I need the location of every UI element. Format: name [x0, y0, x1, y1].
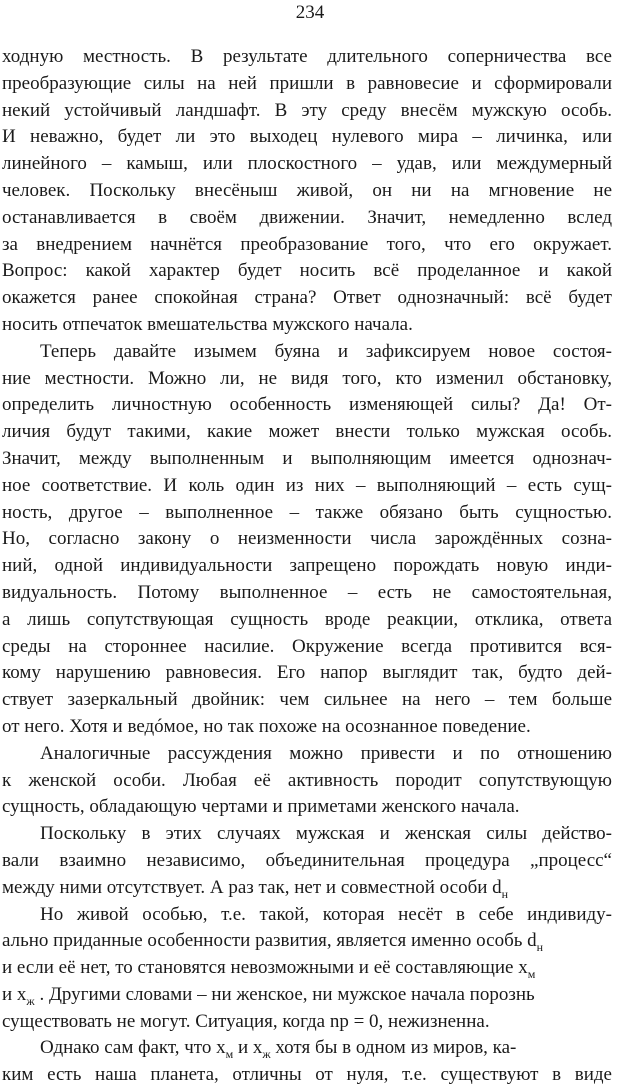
- body-text: [2, 44, 612, 1089]
- text-line: ность, другое – выполненное – также обязано быть сущностью.: [2, 501, 612, 523]
- text-line: ально приданные особенности развития, является именно особь $d_н$: [2, 930, 544, 955]
- text-line: И неважно, будет ли это выходец нулевого мира – личинка, или: [2, 126, 612, 148]
- text-line: к женской особи. Любая её активность породит сопутствующую: [2, 769, 612, 791]
- text-line: вали взаимно независимо, объединительная процедура „процесс“: [2, 849, 612, 871]
- text-line: среды на стороннее насилие. Окружение всегда противится вся-: [2, 635, 612, 657]
- text-line: останавливается в своём движении. Значит, немедленно вслед: [2, 206, 612, 228]
- text-line: ние местности. Можно ли, не видя того, кто изменил обстановку,: [2, 367, 612, 389]
- text-line: ное соответствие. И коль один из них – выполняющий – есть сущ-: [2, 474, 612, 496]
- text-line: личия будут такими, какие может внести только мужская особь.: [2, 421, 612, 443]
- text-line: Аналогичные рассуждения можно привести и по отношению: [40, 742, 612, 764]
- text-line: ходную местность. В результате длительного соперничества все: [2, 46, 612, 67]
- text-line: Однако сам факт, что $x_м$ и $x_ж$ хотя бы в одном из миров, ка-: [40, 1037, 517, 1062]
- text-line: определить личностную особенность изменяющей силы? Да! От-: [2, 394, 612, 416]
- text-line: Но, согласно закону о неизменности числа зарождённых созна-: [2, 528, 612, 550]
- text-line: существовать не могут. Ситуация, когда np = 0, нежизненна.: [2, 1010, 490, 1032]
- text-line: видуальность. Потому выполненное – есть не самостоятельная,: [2, 581, 612, 603]
- text-line: ствует зазеркальный двойник: чем сильнее на него – тем больше: [2, 689, 612, 711]
- text-line: сущность, обладающую чертами и приметами женского начала.: [2, 796, 520, 818]
- text-line: Теперь давайте изымем буяна и зафиксируем новое состоя-: [40, 340, 612, 362]
- text-line: ний, одной индивидуальности запрещено порождать новую инди-: [2, 555, 612, 577]
- text-line: Поскольку в этих случаях мужская и женская силы действо-: [40, 823, 612, 845]
- text-line: человек. Поскольку внесёныш живой, он ни на мгновение не: [2, 179, 612, 201]
- text-line: и если её нет, то становятся невозможными и её составляющие $x_м$: [2, 957, 536, 981]
- text-line: линейного – камыш, или плоскостного – удав, или междумерный: [2, 153, 612, 175]
- text-line: между ними отсутствует. А раз так, нет и совместной особи $d_н$: [2, 876, 509, 901]
- page-number: 234: [295, 2, 325, 23]
- text-line: преобразующие силы на ней пришли в равновесие и сформировали: [2, 72, 612, 94]
- text-line: носить отпечаток вмешательства мужского начала.: [2, 313, 413, 335]
- text-line: Вопрос: какой характер будет носить всё проделанное и какой: [2, 260, 612, 282]
- text-line: от него. Хотя и ведóмое, но так похоже на осознанное поведение.: [2, 715, 531, 737]
- text-line: окажется ранее спокойная страна? Ответ однозначный: всё будет: [2, 287, 612, 309]
- text-line: Значит, между выполненным и выполняющим имеется однознач-: [2, 447, 612, 469]
- text-line: за внедрением начнётся преобразование того, что его окружает.: [2, 233, 612, 255]
- text-line: Но живой особью, т.е. такой, которая несёт в себе индивиду-: [40, 903, 612, 925]
- text-line: и $x_ж$ . Другими словами – ни женское, ни мужское начала порознь: [2, 983, 535, 1008]
- text-line: ким есть наша планета, отличны от нуля, т.е. существуют в виде: [2, 1064, 612, 1086]
- text-line: некий устойчивый ландшафт. В эту среду внесём мужскую особь.: [2, 99, 612, 121]
- text-line: а лишь сопутствующая сущность вроде реакции, отклика, ответа: [2, 608, 612, 630]
- text-line: кому нарушению равновесия. Его напор выглядит так, будто дей-: [2, 662, 612, 684]
